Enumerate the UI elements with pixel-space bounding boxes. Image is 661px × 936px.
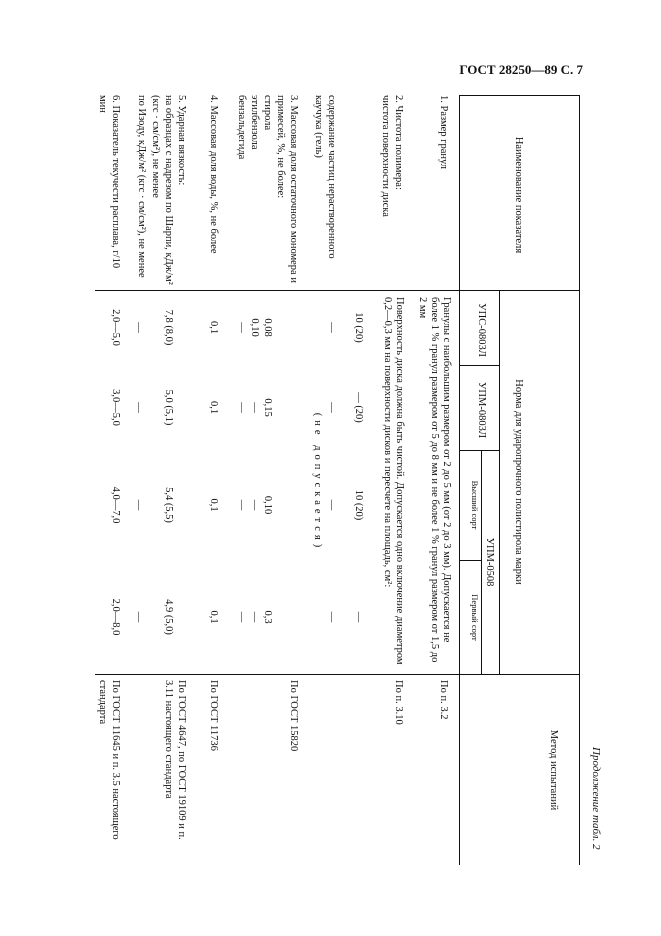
row3-high-2: — [236, 499, 247, 511]
row3-benzaldehyde: бензальдегида [236, 95, 247, 160]
col-method: Метод испытаний [548, 729, 559, 811]
col-grade-highest: Высший сорт [470, 480, 480, 530]
col-norm-group: Норма для ударопрочного полистирола марки [513, 379, 524, 585]
row3-ups-1: 0,10 [249, 318, 260, 337]
col-indicator: Наименование показателя [513, 136, 524, 254]
row2-sub-v1: — [326, 322, 337, 333]
row4-name: 4. Массовая доля воды, %, не более [208, 95, 219, 254]
row5-v1: 7,8 (8,0) [163, 309, 174, 346]
row2-name-line1: 2. Чистота полимера: [393, 95, 404, 190]
row2-v1: 10 (20) [353, 312, 364, 343]
row2-sub-v3: — [326, 499, 337, 511]
row3-first-2: — [236, 611, 247, 623]
row2-sub-name: содержание частиц нерастворенного каучука (гель) [313, 95, 337, 259]
row5-v4: 4,9 (5,0) [163, 599, 174, 635]
col-sep-1 [460, 95, 580, 96]
row5-v3: 5,4 (5,5) [163, 487, 174, 523]
col-sep-3 [95, 674, 580, 675]
row3-method: По ГОСТ 15820 [288, 680, 299, 752]
row4-v2: 0,1 [208, 400, 219, 415]
row1-norm: Гранулы с наибольшим размером от 2 до 5 мм (от 2 до 3 мм). Допускается не более 1 % гранул размером от 5 до 8 мм и не более 1 % гранул размером от 1,5 до 2 мм [417, 297, 452, 663]
row6-v1: 2,0—5,0 [110, 309, 121, 346]
row4-method: По ГОСТ 11736 [208, 680, 219, 751]
row2-sub-v2: — [326, 402, 337, 413]
row3-high-1: — [249, 499, 260, 511]
row2-sub-v4: — [326, 611, 337, 623]
row3-high-0: 0,10 [262, 495, 273, 515]
row3-name: 3. Массовая доля остаточного мономера и примесей, %, не более: [275, 95, 299, 283]
header-border [459, 95, 460, 865]
row3-ethylbenzene: этилбензола [249, 95, 260, 150]
norm-sub-sep-a [460, 365, 500, 366]
col-ups-0803l: УПС-0803Л [476, 303, 487, 357]
row3-ups-2: — [236, 322, 247, 333]
row5-sub1: на образцах с надрезом по Шарпи, кДж/м² (кгс · см/см²), не менее [150, 95, 174, 285]
row5-d4: — [133, 611, 144, 623]
row5-name: 5. Ударная вязкость: [176, 95, 187, 186]
row6-v3: 4,0—7,0 [110, 486, 121, 524]
row2-v4: — [353, 611, 364, 623]
rotated-table [95, 95, 600, 865]
row6-v2: 3,0—5,0 [110, 389, 121, 426]
row6-method: По ГОСТ 11645 и п. 3.5 настоящего стандарта [97, 680, 121, 840]
row2-norm: Поверхность диска должна быть чистой. Допускается одно включение диаметром 0,2—0,3 мм на поверхности дисков и пересчете на площадь, см²: [382, 297, 405, 665]
col-upm-0508: УПМ-0508 [484, 537, 495, 587]
table-caption: Продолжение табл. 2 [590, 747, 602, 850]
row5-v2: 5,0 (5,1) [163, 389, 174, 426]
row3-ups-0: 0,08 [262, 318, 273, 337]
row3-upm-2: — [236, 402, 247, 413]
norm-sub-line [499, 290, 500, 674]
col-upm-0803l: УПМ-0803Л [476, 382, 487, 438]
upm0508-sub-line [481, 450, 482, 674]
row5-d2: — [133, 402, 144, 413]
row4-v4: 0,1 [208, 610, 219, 624]
row2-name-line2: чистота поверхности диска [380, 95, 391, 217]
row6-name: 6. Показатель текучести расплава, г/10 мин [97, 95, 121, 269]
row6-v4: 2,0—8,0 [110, 598, 121, 636]
row2-sub-norm: (не допускается) [312, 412, 323, 552]
row2-v2: — (20) [353, 392, 364, 423]
row1-method: По п. 3.2 [438, 680, 449, 720]
grade-sep [460, 560, 482, 561]
page-header: ГОСТ 28250—89 С. 7 [459, 62, 583, 77]
row5-sub2: по Изоду, кДж/м² (кгс · см/см²), не менее [136, 95, 147, 278]
col-grade-first: Первый сорт [470, 594, 480, 641]
row3-first-1: — [249, 611, 260, 623]
row3-upm-1: — [249, 402, 260, 413]
row4-v3: 0,1 [208, 498, 219, 512]
row5-d1: — [133, 322, 144, 333]
norm-sub-sep-b [460, 450, 500, 451]
row5-method: По ГОСТ 4647, по ГОСТ 19109 и п. 3.11 настоящего стандарта [163, 680, 187, 840]
row3-upm-0: 0,15 [262, 398, 273, 417]
row3-styrene: стирола [262, 95, 273, 131]
row2-method: По п. 3.10 [393, 680, 404, 725]
row5-d3: — [133, 499, 144, 511]
row2-v3: 10 (20) [353, 489, 364, 521]
table-top-border [579, 95, 580, 865]
row3-first-0: 0,3 [262, 610, 273, 624]
row4-v1: 0,1 [208, 320, 219, 335]
row1-name: 1. Размер гранул [438, 95, 449, 170]
